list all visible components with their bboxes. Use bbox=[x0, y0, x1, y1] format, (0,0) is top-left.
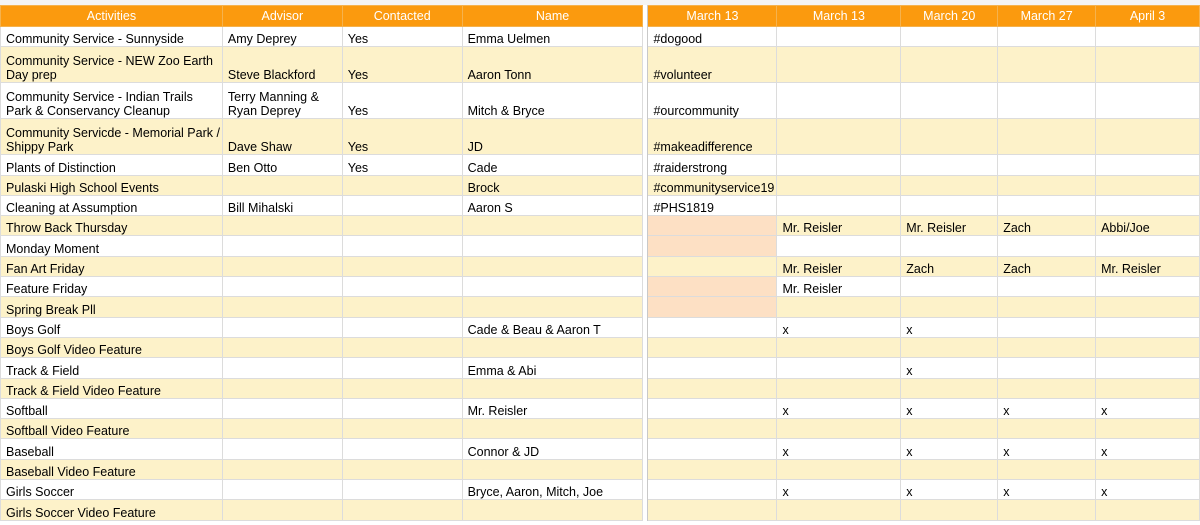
cell[interactable]: #raiderstrong bbox=[648, 155, 777, 175]
column-header[interactable]: Contacted bbox=[342, 6, 462, 27]
cell[interactable] bbox=[222, 398, 342, 418]
cell[interactable]: Ben Otto bbox=[222, 155, 342, 175]
cell[interactable]: x bbox=[777, 398, 901, 418]
cell[interactable]: x bbox=[998, 439, 1096, 459]
cell[interactable] bbox=[648, 398, 777, 418]
cell[interactable] bbox=[1096, 236, 1200, 256]
column-header[interactable]: March 20 bbox=[901, 6, 998, 27]
cell[interactable]: x bbox=[901, 480, 998, 500]
header-row bbox=[1, 6, 1200, 27]
table-row bbox=[1, 277, 1200, 297]
cell[interactable] bbox=[1096, 83, 1200, 119]
cell[interactable] bbox=[1096, 27, 1200, 47]
cell[interactable]: Pulaski High School Events bbox=[1, 175, 223, 195]
cell[interactable] bbox=[901, 195, 998, 215]
cell[interactable] bbox=[648, 236, 777, 256]
cell[interactable] bbox=[648, 500, 777, 520]
cell[interactable] bbox=[222, 337, 342, 357]
column-header[interactable]: Name bbox=[462, 6, 643, 27]
cell[interactable]: Cade bbox=[462, 155, 643, 175]
cell[interactable] bbox=[777, 175, 901, 195]
cell[interactable] bbox=[998, 277, 1096, 297]
cell[interactable]: Aaron S bbox=[462, 195, 643, 215]
cell[interactable] bbox=[648, 277, 777, 297]
cell[interactable]: Throw Back Thursday bbox=[1, 216, 223, 236]
table-row bbox=[1, 480, 1200, 500]
cell[interactable] bbox=[777, 195, 901, 215]
cell[interactable] bbox=[342, 439, 462, 459]
cell[interactable]: Connor & JD bbox=[462, 439, 643, 459]
cell[interactable] bbox=[1096, 317, 1200, 337]
column-header[interactable]: Activities bbox=[1, 6, 223, 27]
cell[interactable] bbox=[222, 216, 342, 236]
cell[interactable] bbox=[648, 358, 777, 378]
cell[interactable] bbox=[462, 500, 643, 520]
cell[interactable] bbox=[998, 195, 1096, 215]
table-row bbox=[1, 175, 1200, 195]
cell[interactable]: Cade & Beau & Aaron T bbox=[462, 317, 643, 337]
cell[interactable] bbox=[1096, 378, 1200, 398]
cell[interactable] bbox=[648, 297, 777, 317]
cell[interactable] bbox=[1096, 277, 1200, 297]
cell[interactable] bbox=[648, 439, 777, 459]
cell[interactable] bbox=[1096, 419, 1200, 439]
cell[interactable] bbox=[222, 459, 342, 479]
cell[interactable] bbox=[222, 378, 342, 398]
cell[interactable] bbox=[342, 175, 462, 195]
cell[interactable] bbox=[777, 419, 901, 439]
cell[interactable]: x bbox=[901, 358, 998, 378]
cell[interactable]: Amy Deprey bbox=[222, 27, 342, 47]
cell[interactable] bbox=[777, 459, 901, 479]
cell[interactable] bbox=[462, 277, 643, 297]
cell[interactable]: Terry Manning & Ryan Deprey bbox=[222, 83, 342, 119]
cell[interactable] bbox=[222, 439, 342, 459]
cell[interactable] bbox=[777, 47, 901, 83]
column-header[interactable]: April 3 bbox=[1096, 6, 1200, 27]
cell[interactable] bbox=[998, 459, 1096, 479]
cell[interactable]: x bbox=[901, 317, 998, 337]
cell[interactable] bbox=[342, 480, 462, 500]
cell[interactable] bbox=[342, 236, 462, 256]
cell[interactable]: Brock bbox=[462, 175, 643, 195]
cell[interactable] bbox=[901, 83, 998, 119]
cell[interactable] bbox=[901, 47, 998, 83]
cell[interactable] bbox=[998, 317, 1096, 337]
table-row bbox=[1, 216, 1200, 236]
cell[interactable]: Mr. Reisler bbox=[462, 398, 643, 418]
cell[interactable] bbox=[648, 317, 777, 337]
cell[interactable]: Mr. Reisler bbox=[777, 216, 901, 236]
cell[interactable]: #communityservice19 bbox=[648, 175, 777, 195]
cell[interactable] bbox=[342, 378, 462, 398]
cell[interactable] bbox=[342, 459, 462, 479]
cell[interactable]: Softball bbox=[1, 398, 223, 418]
cell[interactable] bbox=[222, 419, 342, 439]
cell[interactable] bbox=[777, 378, 901, 398]
table-row bbox=[1, 337, 1200, 357]
cell[interactable] bbox=[998, 83, 1096, 119]
cell[interactable]: Feature Friday bbox=[1, 277, 223, 297]
cell[interactable] bbox=[342, 277, 462, 297]
cell[interactable] bbox=[777, 358, 901, 378]
cell[interactable] bbox=[648, 216, 777, 236]
cell[interactable] bbox=[462, 459, 643, 479]
cell[interactable] bbox=[222, 175, 342, 195]
cell[interactable] bbox=[901, 155, 998, 175]
cell[interactable] bbox=[901, 297, 998, 317]
cell[interactable] bbox=[462, 297, 643, 317]
cell[interactable] bbox=[777, 27, 901, 47]
cell[interactable] bbox=[222, 358, 342, 378]
cell[interactable] bbox=[1096, 195, 1200, 215]
cell[interactable]: Community Service - Indian Trails Park & Conservancy Cleanup bbox=[1, 83, 223, 119]
cell[interactable]: Community Servicde - Memorial Park / Shippy Park bbox=[1, 119, 223, 155]
cell[interactable]: Mr. Reisler bbox=[1096, 256, 1200, 276]
cell[interactable] bbox=[901, 419, 998, 439]
cell[interactable]: Mr. Reisler bbox=[901, 216, 998, 236]
cell[interactable]: Track & Field Video Feature bbox=[1, 378, 223, 398]
cell[interactable]: Yes bbox=[342, 119, 462, 155]
cell[interactable] bbox=[1096, 500, 1200, 520]
table-row bbox=[1, 47, 1200, 83]
table-row bbox=[1, 236, 1200, 256]
cell[interactable] bbox=[222, 236, 342, 256]
cell[interactable] bbox=[342, 256, 462, 276]
cell[interactable] bbox=[998, 500, 1096, 520]
cell[interactable] bbox=[648, 480, 777, 500]
cell[interactable] bbox=[901, 337, 998, 357]
cell[interactable]: Yes bbox=[342, 83, 462, 119]
column-header[interactable]: March 27 bbox=[998, 6, 1096, 27]
cell[interactable]: #makeadifference bbox=[648, 119, 777, 155]
table-row bbox=[1, 459, 1200, 479]
cell[interactable] bbox=[462, 256, 643, 276]
cell[interactable]: Dave Shaw bbox=[222, 119, 342, 155]
cell[interactable] bbox=[998, 358, 1096, 378]
cell[interactable] bbox=[998, 155, 1096, 175]
cell[interactable] bbox=[1096, 297, 1200, 317]
cell[interactable]: x bbox=[777, 439, 901, 459]
cell[interactable] bbox=[777, 83, 901, 119]
cell[interactable]: Emma & Abi bbox=[462, 358, 643, 378]
cell[interactable] bbox=[998, 27, 1096, 47]
cell[interactable]: x bbox=[1096, 439, 1200, 459]
table-row bbox=[1, 27, 1200, 47]
cell[interactable] bbox=[777, 155, 901, 175]
cell[interactable] bbox=[1096, 119, 1200, 155]
cell[interactable]: Girls Soccer bbox=[1, 480, 223, 500]
cell[interactable] bbox=[342, 317, 462, 337]
table-row bbox=[1, 256, 1200, 276]
cell[interactable]: Mr. Reisler bbox=[777, 277, 901, 297]
cell[interactable]: Steve Blackford bbox=[222, 47, 342, 83]
cell[interactable] bbox=[901, 277, 998, 297]
cell[interactable] bbox=[342, 337, 462, 357]
cell[interactable]: Boys Golf bbox=[1, 317, 223, 337]
cell[interactable] bbox=[998, 337, 1096, 357]
cell[interactable] bbox=[342, 419, 462, 439]
cell[interactable] bbox=[998, 47, 1096, 83]
cell[interactable] bbox=[222, 256, 342, 276]
cell[interactable] bbox=[462, 419, 643, 439]
cell[interactable]: Spring Break Pll bbox=[1, 297, 223, 317]
cell[interactable] bbox=[222, 277, 342, 297]
cell[interactable] bbox=[998, 297, 1096, 317]
cell[interactable]: Mr. Reisler bbox=[777, 256, 901, 276]
cell[interactable]: Bill Mihalski bbox=[222, 195, 342, 215]
cell[interactable] bbox=[901, 175, 998, 195]
cell[interactable]: x bbox=[998, 480, 1096, 500]
cell[interactable]: Mitch & Bryce bbox=[462, 83, 643, 119]
table-row bbox=[1, 83, 1200, 119]
table-row bbox=[1, 195, 1200, 215]
cell[interactable] bbox=[342, 297, 462, 317]
cell[interactable]: Community Service - NEW Zoo Earth Day prep bbox=[1, 47, 223, 83]
cell[interactable] bbox=[1096, 358, 1200, 378]
table-row bbox=[1, 398, 1200, 418]
table-row bbox=[1, 358, 1200, 378]
cell[interactable] bbox=[1096, 337, 1200, 357]
cell[interactable]: x bbox=[1096, 398, 1200, 418]
cell[interactable]: Track & Field bbox=[1, 358, 223, 378]
cell[interactable]: Zach bbox=[998, 216, 1096, 236]
cell[interactable] bbox=[998, 119, 1096, 155]
cell[interactable]: Zach bbox=[901, 256, 998, 276]
cell[interactable]: x bbox=[901, 398, 998, 418]
cell[interactable] bbox=[777, 297, 901, 317]
cell[interactable]: x bbox=[901, 439, 998, 459]
cell[interactable]: Community Service - Sunnyside bbox=[1, 27, 223, 47]
cell[interactable] bbox=[998, 419, 1096, 439]
cell[interactable] bbox=[222, 297, 342, 317]
cell[interactable]: Softball Video Feature bbox=[1, 419, 223, 439]
cell[interactable]: #ourcommunity bbox=[648, 83, 777, 119]
table-row bbox=[1, 500, 1200, 520]
cell[interactable]: #PHS1819 bbox=[648, 195, 777, 215]
cell[interactable] bbox=[342, 216, 462, 236]
cell[interactable]: Plants of Distinction bbox=[1, 155, 223, 175]
cell[interactable] bbox=[648, 256, 777, 276]
cell[interactable] bbox=[1096, 175, 1200, 195]
cell[interactable] bbox=[998, 236, 1096, 256]
cell[interactable] bbox=[342, 358, 462, 378]
cell[interactable] bbox=[648, 378, 777, 398]
cell[interactable] bbox=[342, 398, 462, 418]
cell[interactable]: Fan Art Friday bbox=[1, 256, 223, 276]
cell[interactable] bbox=[342, 195, 462, 215]
cell[interactable] bbox=[901, 27, 998, 47]
cell[interactable] bbox=[462, 337, 643, 357]
table-row bbox=[1, 155, 1200, 175]
cell[interactable]: Emma Uelmen bbox=[462, 27, 643, 47]
cell[interactable] bbox=[901, 119, 998, 155]
cell[interactable] bbox=[648, 419, 777, 439]
cell[interactable] bbox=[222, 500, 342, 520]
cell[interactable] bbox=[342, 500, 462, 520]
cell[interactable] bbox=[648, 337, 777, 357]
cell[interactable]: Girls Soccer Video Feature bbox=[1, 500, 223, 520]
cell[interactable]: #volunteer bbox=[648, 47, 777, 83]
cell[interactable] bbox=[777, 337, 901, 357]
cell[interactable]: Bryce, Aaron, Mitch, Joe bbox=[462, 480, 643, 500]
cell[interactable] bbox=[901, 236, 998, 256]
cell[interactable]: x bbox=[998, 398, 1096, 418]
cell[interactable]: Cleaning at Assumption bbox=[1, 195, 223, 215]
cell[interactable] bbox=[998, 175, 1096, 195]
column-header[interactable]: March 13 bbox=[777, 6, 901, 27]
cell[interactable] bbox=[1096, 155, 1200, 175]
cell[interactable] bbox=[777, 236, 901, 256]
cell[interactable]: Abbi/Joe bbox=[1096, 216, 1200, 236]
spreadsheet-grid bbox=[0, 5, 1200, 521]
cell[interactable]: x bbox=[777, 317, 901, 337]
cell[interactable] bbox=[222, 317, 342, 337]
column-header[interactable]: Advisor bbox=[222, 6, 342, 27]
cell[interactable] bbox=[901, 500, 998, 520]
table-row bbox=[1, 419, 1200, 439]
cell[interactable]: #dogood bbox=[648, 27, 777, 47]
cell[interactable] bbox=[462, 378, 643, 398]
cell[interactable]: JD bbox=[462, 119, 643, 155]
cell[interactable]: Yes bbox=[342, 27, 462, 47]
table-row bbox=[1, 317, 1200, 337]
cell[interactable]: x bbox=[1096, 480, 1200, 500]
cell[interactable]: Boys Golf Video Feature bbox=[1, 337, 223, 357]
table-row bbox=[1, 119, 1200, 155]
cell[interactable]: Monday Moment bbox=[1, 236, 223, 256]
table-row bbox=[1, 297, 1200, 317]
cell[interactable] bbox=[648, 459, 777, 479]
cell[interactable]: Zach bbox=[998, 256, 1096, 276]
cell[interactable] bbox=[901, 459, 998, 479]
cell[interactable] bbox=[462, 236, 643, 256]
cell[interactable]: x bbox=[777, 480, 901, 500]
cell[interactable]: Aaron Tonn bbox=[462, 47, 643, 83]
cell[interactable] bbox=[777, 119, 901, 155]
cell[interactable] bbox=[901, 378, 998, 398]
cell[interactable] bbox=[777, 500, 901, 520]
cell[interactable] bbox=[222, 480, 342, 500]
cell[interactable]: Baseball bbox=[1, 439, 223, 459]
table-row bbox=[1, 439, 1200, 459]
cell[interactable]: Yes bbox=[342, 155, 462, 175]
cell[interactable] bbox=[462, 216, 643, 236]
column-header[interactable]: March 13 bbox=[648, 6, 777, 27]
cell[interactable]: Yes bbox=[342, 47, 462, 83]
cell[interactable] bbox=[1096, 47, 1200, 83]
table-row bbox=[1, 378, 1200, 398]
cell[interactable]: Baseball Video Feature bbox=[1, 459, 223, 479]
cell[interactable] bbox=[998, 378, 1096, 398]
cell[interactable] bbox=[1096, 459, 1200, 479]
